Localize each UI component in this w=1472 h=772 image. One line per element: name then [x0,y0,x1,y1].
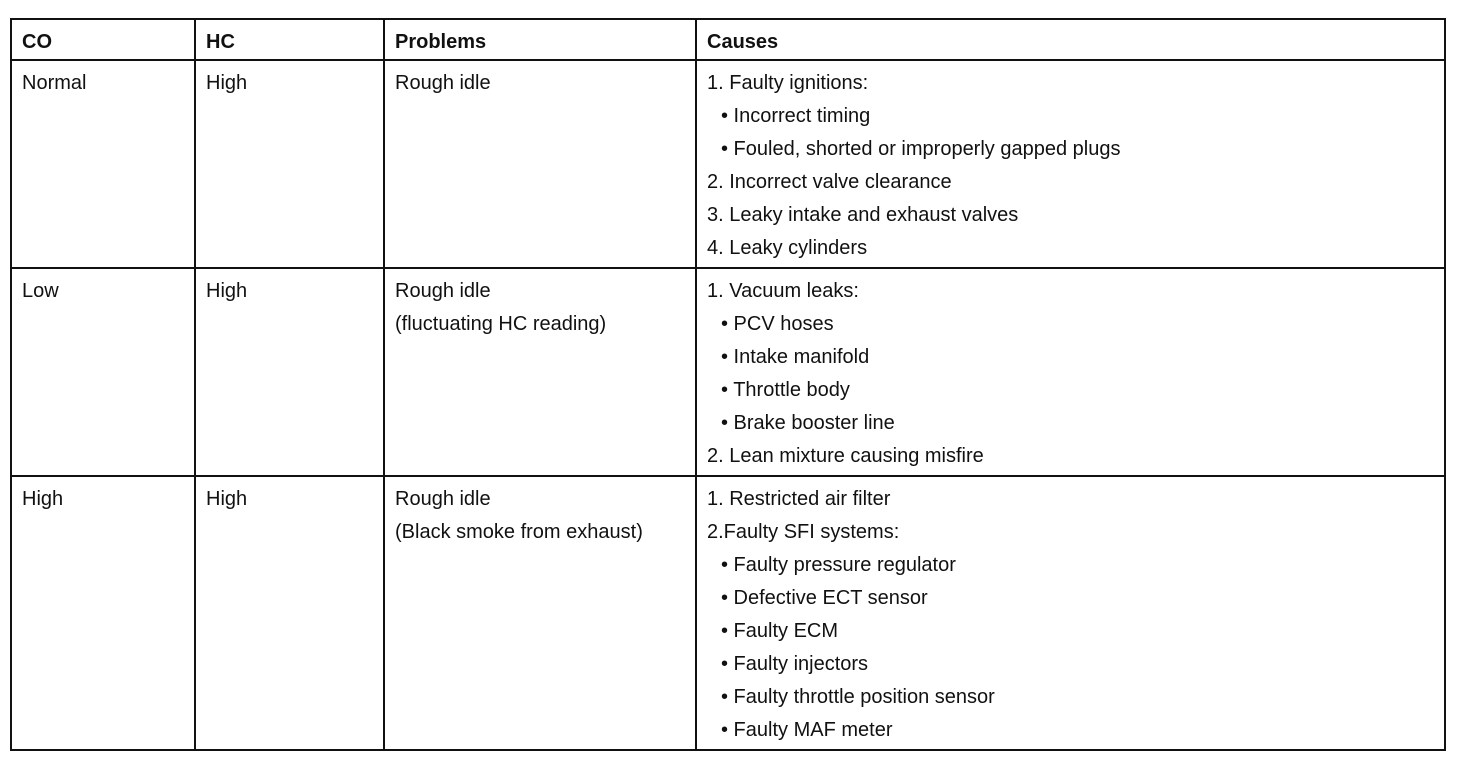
hc-value: High [206,72,248,94]
cause-line: 3. Leaky intake and exhaust valves [707,204,1019,226]
cell-hc [195,60,384,268]
cell-problems [384,476,696,750]
cause-line: 2. Incorrect valve clearance [707,171,952,193]
problem-line: Rough idle [395,72,491,94]
cell-co [11,60,195,268]
cause-line: • Fouled, shorted or improperly gapped plugs [721,138,1121,160]
table-row [11,476,1445,750]
cause-line: • Faulty ECM [721,620,839,642]
cause-line: 1. Restricted air filter [707,488,891,510]
cell-problems [384,60,696,268]
cause-line: • Incorrect timing [721,105,871,127]
header-problems: Problems [384,19,696,60]
header-co: CO [11,19,195,60]
cell-causes [696,60,1445,268]
cause-line: • Faulty MAF meter [721,719,893,741]
co-value: Normal [22,72,87,94]
cause-line: 1. Vacuum leaks: [707,280,859,302]
cause-line: 4. Leaky cylinders [707,237,868,259]
cause-line: • Brake booster line [721,412,895,434]
problem-line: Rough idle [395,488,491,510]
cause-line: • PCV hoses [721,313,834,335]
hc-value: High [206,488,248,510]
cause-line: • Throttle body [721,379,850,401]
table-header-row [11,19,1445,60]
co-value: High [22,488,64,510]
header-causes: Causes [696,19,1445,60]
cause-line: • Faulty throttle position sensor [721,686,995,708]
table-row [11,60,1445,268]
cause-line: 1. Faulty ignitions: [707,72,869,94]
cell-co [11,476,195,750]
cause-line: • Faulty injectors [721,653,869,675]
problem-line: (Black smoke from exhaust) [395,521,643,543]
problem-line: Rough idle [395,280,491,302]
table-row [11,268,1445,476]
cell-causes [696,268,1445,476]
cause-line: • Defective ECT sensor [721,587,928,609]
diagnosis-table [10,18,1446,751]
co-value: Low [22,280,59,302]
cause-line: 2. Lean mixture causing misfire [707,445,984,467]
hc-value: High [206,280,248,302]
cell-hc [195,268,384,476]
cell-hc [195,476,384,750]
cause-line: 2.Faulty SFI systems: [707,521,900,543]
cause-line: • Intake manifold [721,346,870,368]
problem-line: (fluctuating HC reading) [395,313,607,335]
cell-problems [384,268,696,476]
cell-co [11,268,195,476]
cell-causes [696,476,1445,750]
header-hc: HC [195,19,384,60]
cause-line: • Faulty pressure regulator [721,554,956,576]
